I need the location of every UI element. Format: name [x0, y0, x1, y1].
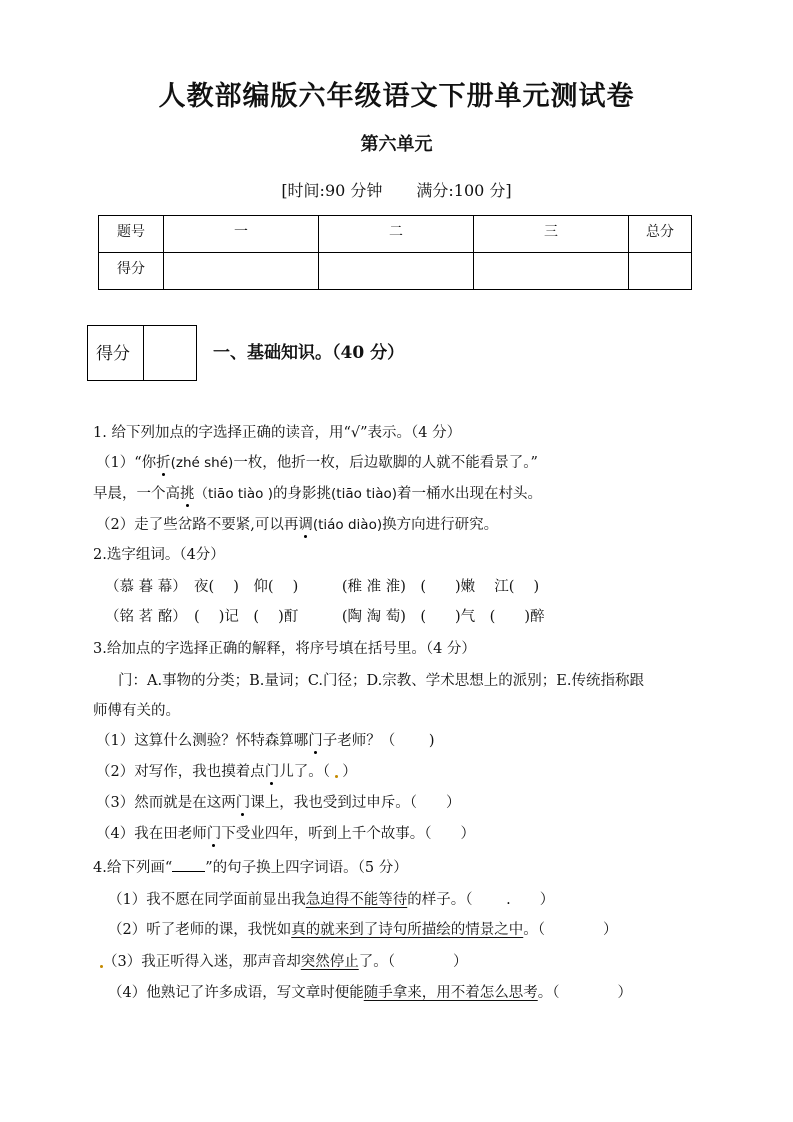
section-1-heading: 一、基础知识。（40 分） [213, 343, 405, 363]
q3-item-1[interactable]: （1）这算什么测验？怀特森算哪门子老师？（ ) [96, 733, 435, 749]
q1-sentence-1: （1）“你折(zhé shé)一枚，他折一枚，后边歇脚的人就不能看景了。” [96, 455, 538, 471]
q4-item-4[interactable]: （4）他熟记了许多成语，写文章时便能随手拿来，用不着怎么思考。（ ） [108, 985, 632, 1001]
q3-item-3[interactable]: （3）然而就是在这两门课上，我也受到过申斥。（ ） [96, 795, 461, 811]
q3-item-4[interactable]: （4）我在田老师门下受业四年，听到上千个故事。（ ） [96, 826, 475, 842]
q4-underlined-phrase: 随手拿来，用不着怎么思考 [363, 985, 538, 1001]
q4-underlined-phrase: 急迫得不能等待 [305, 892, 408, 908]
section-score-box [87, 325, 197, 381]
q1-sentence-2: 早晨，一个高挑（tiāo tiào )的身影挑(tiāo tiào)着一桶水出现在村头。 [93, 486, 542, 502]
q3-stem: 3.给加点的字选择正确的解释，将序号填在括号里。（4 分） [93, 641, 476, 657]
header-part-1: 一 [164, 216, 319, 253]
section-score-label: 得分 [88, 326, 144, 380]
unit-subtitle: 第六单元 [360, 134, 433, 155]
header-question-no: 题号 [99, 216, 164, 253]
score-cell-part-3[interactable] [474, 253, 629, 290]
q2-stem: 2.选字组词。（4分） [93, 547, 225, 563]
score-cell-part-1[interactable] [164, 253, 319, 290]
q1-dotted-char: 折 [156, 455, 171, 471]
header-total: 总分 [629, 216, 692, 253]
score-table-header-row [99, 216, 692, 253]
page-title: 人教部编版六年级语文下册单元测试卷 [158, 81, 635, 112]
q1-pinyin-choice[interactable]: (tiáo diào) [312, 517, 383, 533]
q3-definitions: 门：A.事物的分类；B.量词；C.门径；D.宗教、学术思想上的派别；E.传统指称跟 [118, 673, 644, 689]
q4-underlined-phrase: 突然停止 [300, 954, 359, 970]
q4-stem: 4.给下列画“ ”的句子换上四字词语。（5 分） [93, 857, 408, 878]
q1-sentence-3: （2）走了些岔路不要紧,可以再调(tiáo diào)换方向进行研究。 [96, 517, 499, 533]
q3-dotted-char: 门 [206, 826, 222, 842]
score-cell-total[interactable] [629, 253, 692, 290]
q1-pinyin-choice[interactable]: (tiāo tiào) [331, 486, 397, 502]
q2-row-1[interactable]: （慕 暮 幕） 夜( ) 仰( ) (稚 准 淮) ( )嫩 江( ) [105, 579, 540, 595]
q4-item-1[interactable]: （1）我不愿在同学面前显出我急迫得不能等待的样子。（ . ） [108, 892, 555, 908]
q1-pinyin-choice[interactable]: （tiāo tiào ) [194, 486, 274, 502]
q3-dotted-char: 门 [308, 733, 323, 749]
q4-item-3[interactable]: （3）我正听得入迷，那声音却突然停止了。（ ） [100, 952, 467, 972]
q3-dotted-char: 门 [264, 764, 280, 780]
q1-dotted-char: 调 [298, 517, 313, 533]
q3-dotted-char: 门 [235, 795, 251, 811]
header-part-2: 二 [319, 216, 474, 253]
q3-definitions-cont: 师傅有关的。 [93, 703, 180, 719]
q3-item-2[interactable]: （2）对写作，我也摸着点门儿了。（ ） [96, 764, 357, 780]
row-label-score: 得分 [99, 253, 164, 290]
score-cell-part-2[interactable] [319, 253, 474, 290]
underline-sample [172, 857, 205, 872]
q1-pinyin-choice[interactable]: (zhé shé) [170, 455, 234, 471]
q1-stem: 1. 给下列加点的字选择正确的读音，用“√”表示。（4 分） [93, 425, 462, 441]
header-part-3: 三 [474, 216, 629, 253]
full-score: 满分:100 分] [416, 181, 512, 200]
q1-dotted-char: 挑 [180, 486, 195, 502]
time-limit: [时间:90 分钟 [281, 181, 383, 200]
score-table-score-row [99, 253, 692, 290]
exam-info [0, 178, 793, 201]
score-table [98, 215, 692, 290]
q4-item-2[interactable]: （2）听了老师的课，我恍如真的就来到了诗句所描绘的情景之中。（ ） [108, 922, 618, 938]
q4-underlined-phrase: 真的就来到了诗句所描绘的情景之中 [291, 922, 524, 938]
q2-row-2[interactable]: （铭 茗 酩） ( )记 ( )酊 (陶 淘 萄) ( )气 ( )醉 [105, 609, 545, 625]
